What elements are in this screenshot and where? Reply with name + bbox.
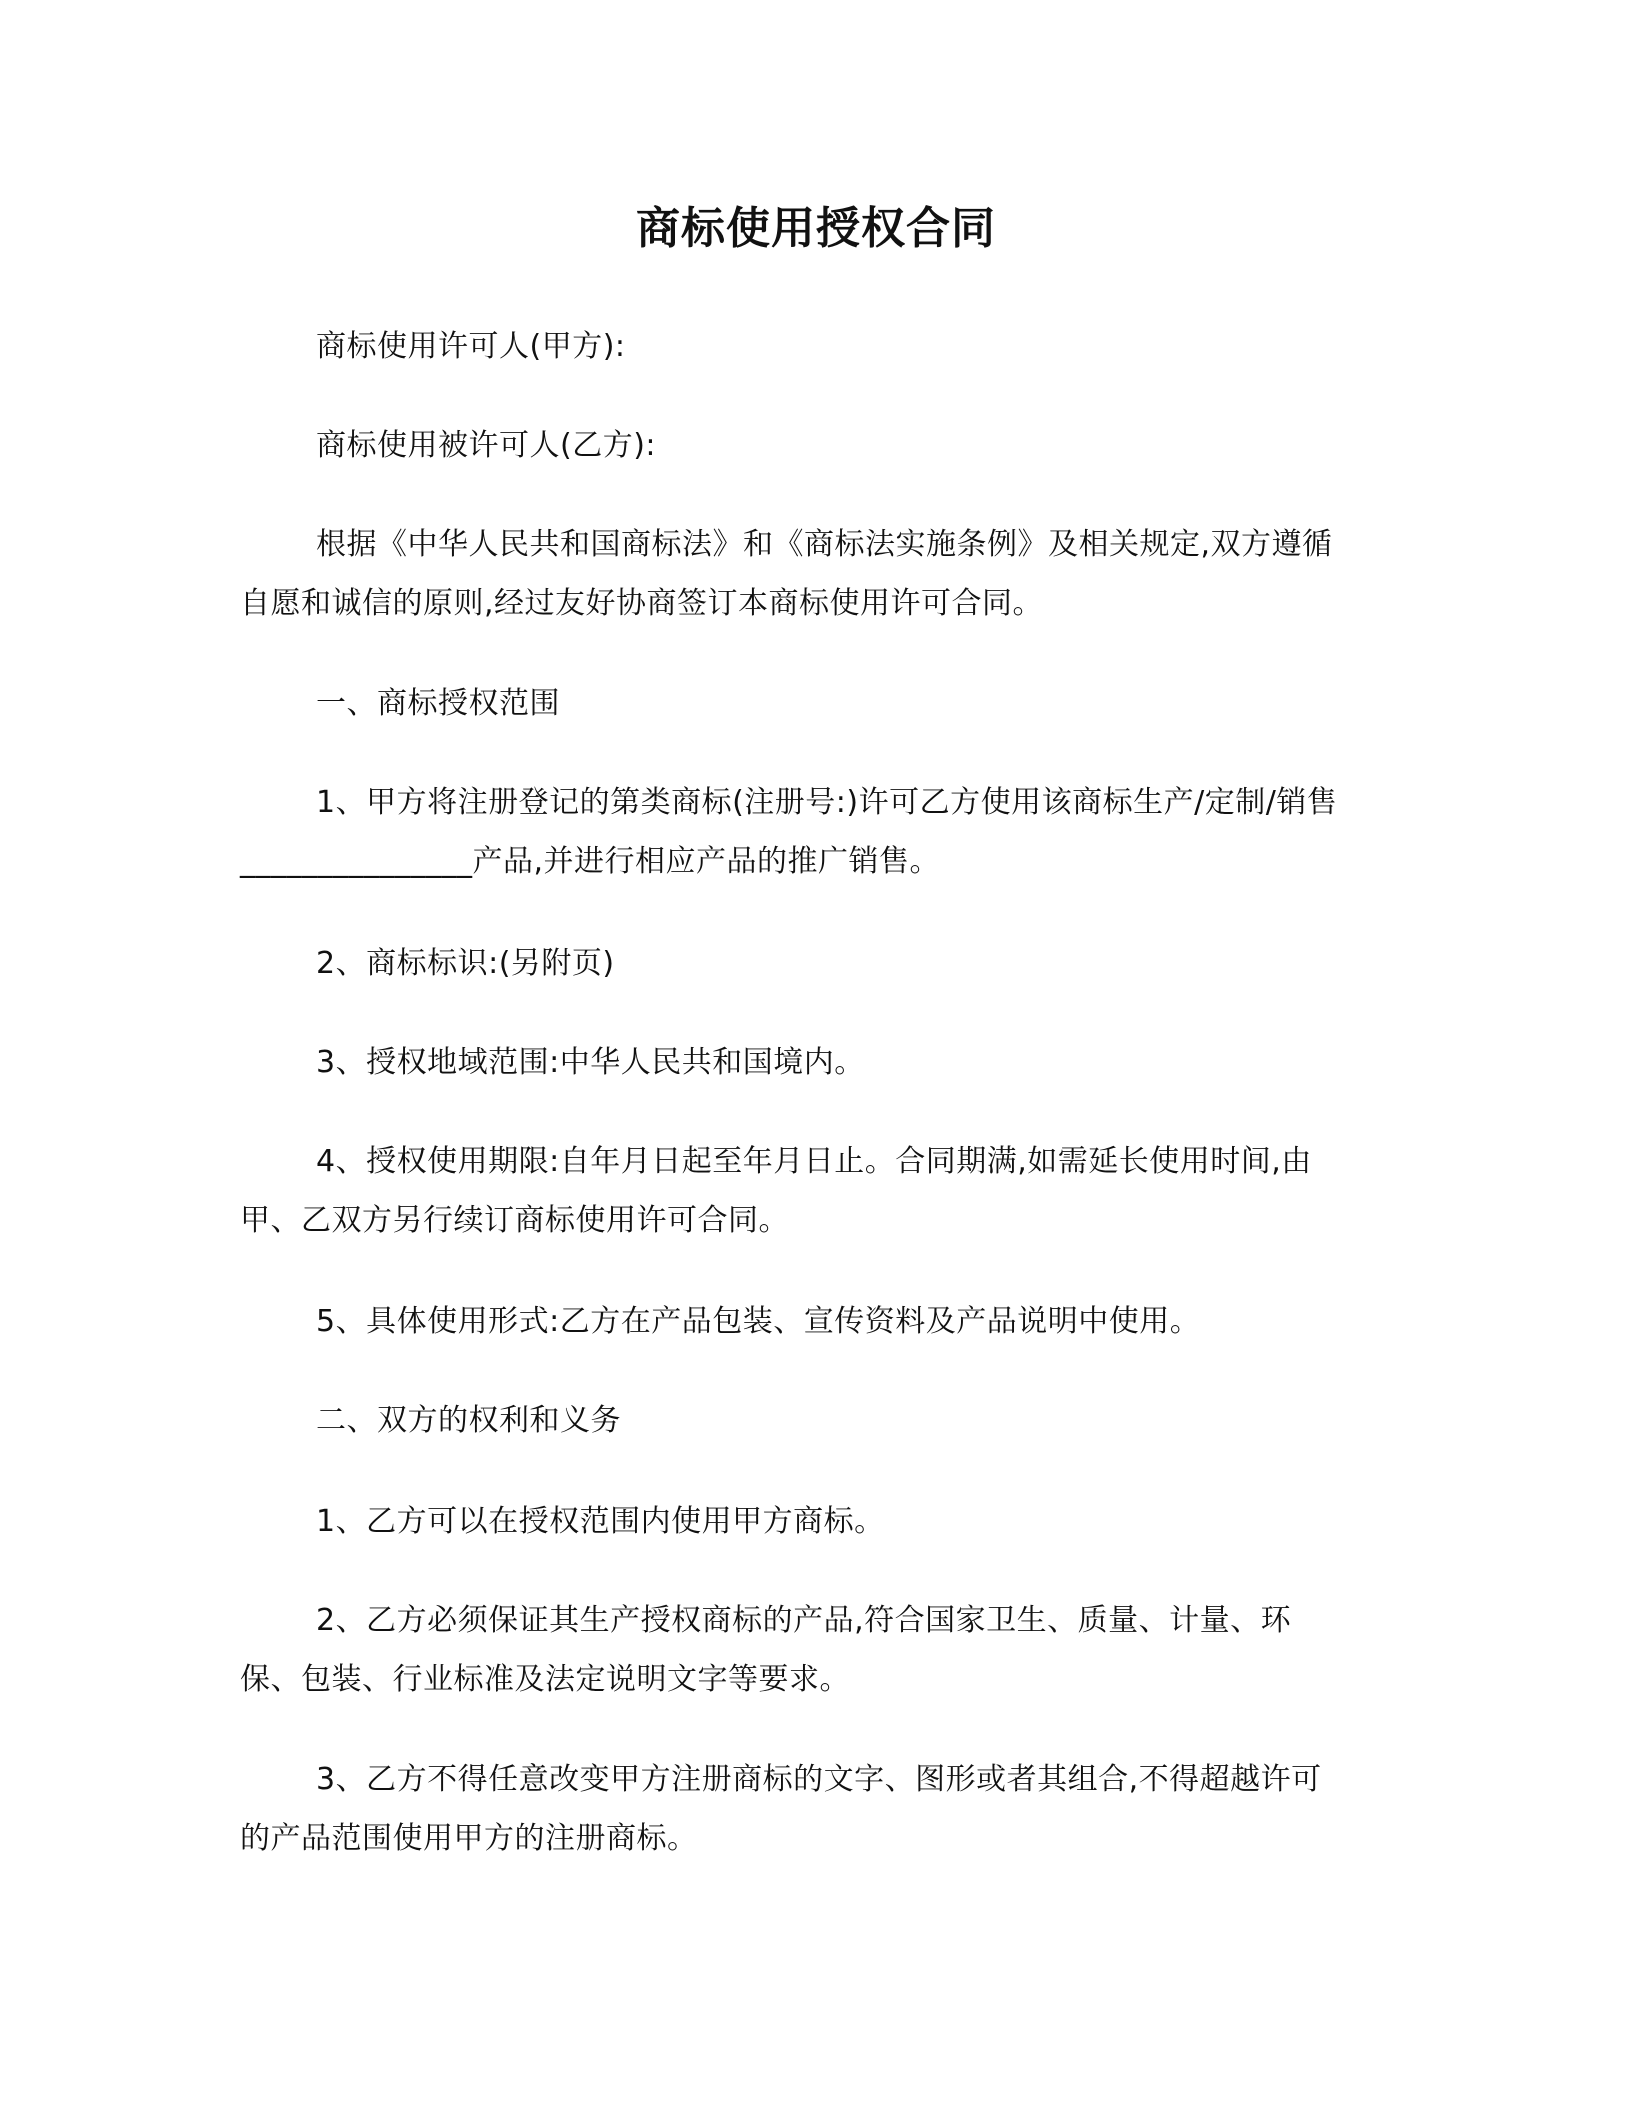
clause-1-5 (240, 1292, 1380, 1351)
section-heading-1 (240, 674, 1380, 733)
clause-2-2 (240, 1591, 1380, 1709)
licensor-line (240, 317, 1380, 376)
paragraph-line: 商标使用许可人(甲方): (316, 329, 626, 364)
paragraph-line: 的产品范围使用甲方的注册商标。 (240, 1821, 698, 1856)
paragraph-line: 保、包装、行业标准及法定说明文字等要求。 (240, 1662, 850, 1697)
paragraph-line: 4、授权使用期限:自年月日起至年月日止。合同期满,如需延长使用时间,由 (316, 1144, 1312, 1179)
clause-1-2 (240, 934, 1380, 993)
paragraph-line: 自愿和诚信的原则,经过友好协商签订本商标使用许可合同。 (240, 586, 1044, 621)
paragraph-line: 1、乙方可以在授权范围内使用甲方商标。 (316, 1504, 885, 1539)
clause-1-3 (240, 1033, 1380, 1092)
section-heading-2 (240, 1391, 1380, 1450)
paragraph-line: 5、具体使用形式:乙方在产品包装、宣传资料及产品说明中使用。 (316, 1304, 1201, 1339)
clause-2-3 (240, 1750, 1380, 1868)
paragraph-line: 2、商标标识:(另附页) (316, 946, 615, 981)
section-heading-text: 二、双方的权利和义务 (316, 1403, 621, 1438)
preamble-paragraph (240, 515, 1380, 633)
paragraph-line: 3、授权地域范围:中华人民共和国境内。 (316, 1045, 865, 1080)
clause-2-1 (240, 1492, 1380, 1551)
paragraph-line: 甲、乙双方另行续订商标使用许可合同。 (240, 1203, 789, 1238)
paragraph-line: 2、乙方必须保证其生产授权商标的产品,符合国家卫生、质量、计量、环 (316, 1603, 1292, 1638)
clause-1-1 (240, 773, 1380, 891)
section-heading-text: 一、商标授权范围 (316, 686, 560, 721)
document-title: 商标使用授权合同 (636, 203, 996, 254)
paragraph-line: 商标使用被许可人(乙方): (316, 428, 657, 463)
licensee-line (240, 416, 1380, 475)
clause-1-4 (240, 1132, 1380, 1250)
paragraph-line: 3、乙方不得任意改变甲方注册商标的文字、图形或者其组合,不得超越许可 (316, 1762, 1322, 1797)
paragraph-line: _______________产品,并进行相应产品的推广销售。 (240, 844, 941, 879)
paragraph-line: 1、甲方将注册登记的第类商标(注册号:)许可乙方使用该商标生产/定制/销售 (316, 785, 1338, 820)
paragraph-line: 根据《中华人民共和国商标法》和《商标法实施条例》及相关规定,双方遵循 (316, 527, 1333, 562)
